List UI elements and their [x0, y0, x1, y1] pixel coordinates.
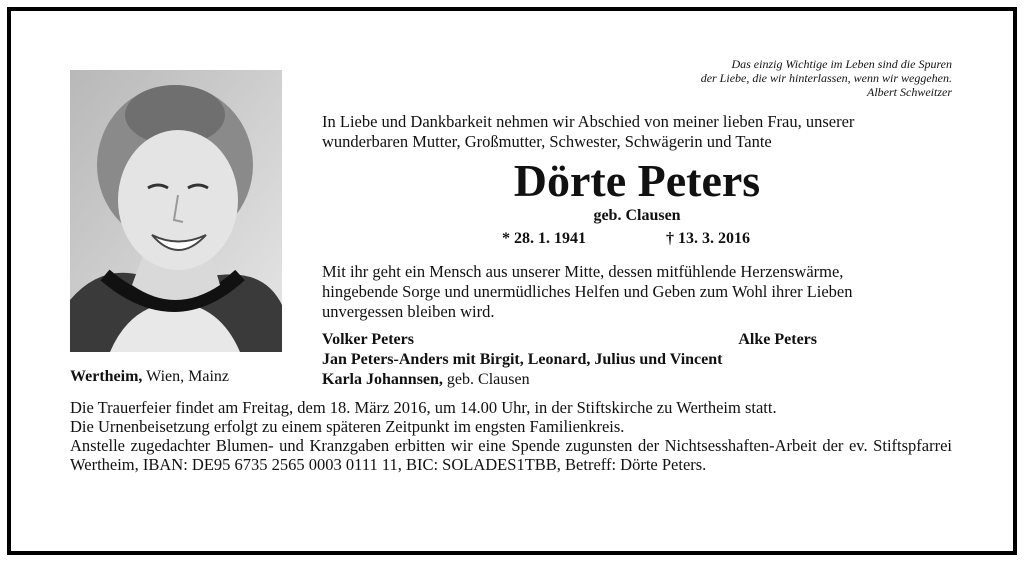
service-info: Die Trauerfeier findet am Freitag, dem 18. März 2016, um 14.00 Uhr, in der Stiftskirche zu Wertheim statt.	[70, 398, 777, 417]
quote-line: Das einzig Wichtige im Leben sind die Spuren	[731, 57, 952, 71]
birth-date: * 28. 1. 1941	[502, 230, 586, 247]
tribute-text	[322, 262, 962, 322]
portrait-image	[70, 70, 282, 352]
death-date: † 13. 3. 2016	[666, 230, 750, 247]
deceased-name: Dörte Peters	[513, 155, 761, 206]
tribute-line: hingebende Sorge und unermüdliches Helfen und Geben zum Wohl ihrer Lieben	[322, 282, 853, 301]
place-secondary: Wien, Mainz	[142, 368, 230, 385]
funeral-details	[70, 398, 952, 474]
quote-author: Albert Schweitzer	[867, 85, 952, 99]
mourner-name: Alke Peters	[738, 331, 817, 348]
maiden-name: geb. Clausen	[593, 207, 681, 224]
mourner-row	[322, 330, 822, 350]
place-primary: Wertheim,	[70, 368, 143, 385]
mourner-name: Karla Johannsen,	[322, 371, 443, 388]
intro-line: In Liebe und Dankbarkeit nehmen wir Abschied von meiner lieben Frau, unserer	[322, 112, 855, 131]
places-of-mourning	[70, 368, 229, 386]
mourner-name: Volker Peters	[322, 331, 414, 348]
intro-line: wunderbaren Mutter, Großmutter, Schwester, Schwägerin und Tante	[322, 132, 772, 151]
donation-info: Anstelle zugedachter Blumen- und Kranzgaben erbitten wir eine Spende zugunsten der Nichtsesshaften-Arbeit der ev. Stiftspfarrei Wertheim, IBAN: DE95 6735 2565 0003 0111 11, BIC: SOLADES1TBB, Betreff: Dörte Peters.	[70, 436, 952, 474]
portrait-photo	[70, 70, 282, 352]
epigraph-quote	[560, 57, 952, 99]
quote-line: der Liebe, die wir hinterlassen, wenn wir weggehen.	[700, 71, 952, 85]
mourner-row: Jan Peters-Anders mit Birgit, Leonard, Julius und Vincent	[322, 351, 723, 368]
mourners-list	[322, 330, 822, 390]
intro-text	[322, 112, 962, 152]
burial-info: Die Urnenbeisetzung erfolgt zu einem späteren Zeitpunkt im engsten Familienkreis.	[70, 417, 625, 436]
tribute-line: unvergessen bleiben wird.	[322, 302, 495, 321]
tribute-line: Mit ihr geht ein Mensch aus unserer Mitte, dessen mitfühlende Herzenswärme,	[322, 262, 844, 281]
mourner-row	[322, 370, 822, 390]
mourner-note: geb. Clausen	[442, 371, 530, 388]
